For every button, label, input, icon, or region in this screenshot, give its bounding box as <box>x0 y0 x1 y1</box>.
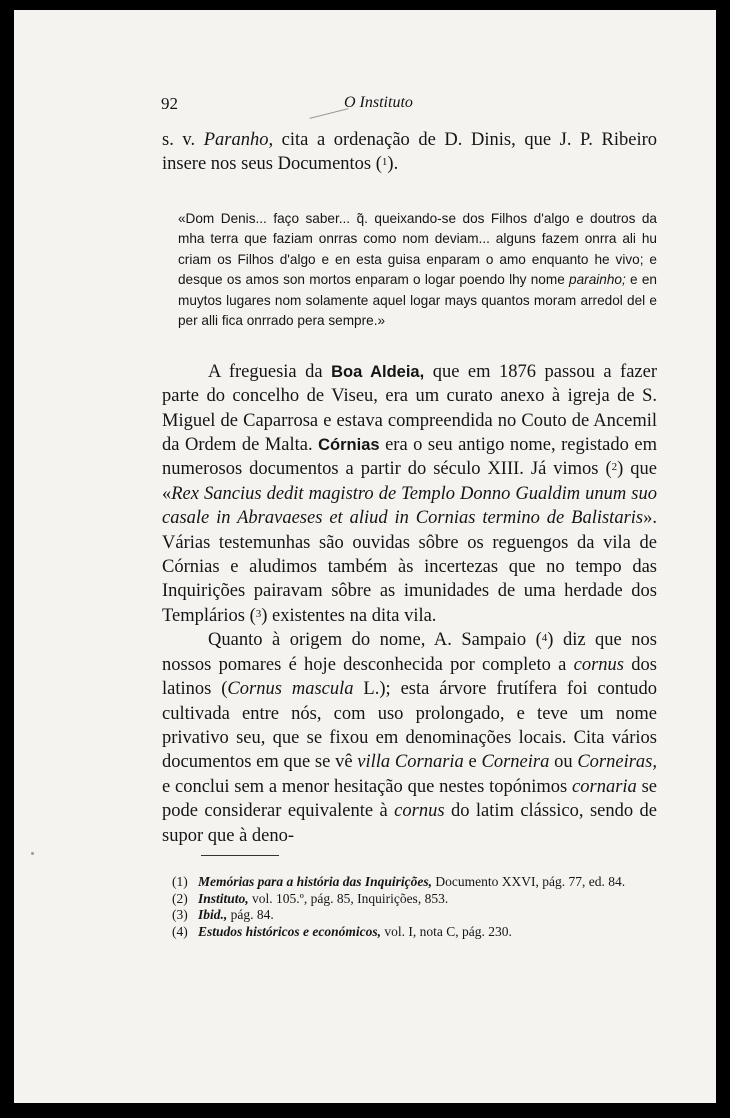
footnote-1 <box>172 874 652 891</box>
text-run-italic: cornus <box>573 654 625 675</box>
text-run: Quanto à origem do nome, A. Sampaio ( <box>208 630 542 651</box>
footnote-title: Instituto, <box>198 890 249 906</box>
footnote-number: (2) <box>172 890 188 906</box>
footnote-text: vol. 105.º, pág. 85, Inquirições, 853. <box>248 890 449 906</box>
text-run: «Dom Denis... faço saber... q̃. queixando-se dos Filhos d'algo e doutros da mha terra que faziam onrras como nom deviam... alguns fazem onrra ali hu criam os Filhos d'algo e en esta guisa enparam o amo enquanto he vivo; e desque os amos son mortos enparam o logar poendo lhy nome <box>178 210 657 288</box>
book-page <box>14 10 716 1103</box>
text-run: e conclui sem a menor hesitação que nestes topónimos <box>162 776 573 797</box>
text-run-italic: parainho; <box>569 272 626 288</box>
text-run: A freguesia da <box>208 361 332 382</box>
footnote-number: (3) <box>172 907 188 923</box>
text-run-bold: Córnias <box>318 436 380 455</box>
text-run: ». Várias testemunhas são ouvidas sôbre os reguengos da vila de Córnias e aludimos também às incertezas que no tempo das Inquirições pairavam sôbre as imunidades de uma herdade dos Templários ( <box>162 508 657 626</box>
text-run-italic: Corneiras, <box>577 752 657 773</box>
footnote-number: (4) <box>172 923 188 939</box>
footnote-4 <box>172 924 652 941</box>
footnote-ref: 4 <box>541 632 548 645</box>
footnote-2 <box>172 891 652 908</box>
text-run-italic: Rex Sancius dedit magistro de Templo Donno Gualdim unum suo casale in Abravaeses et aliud in Cornias termino de Balistaris <box>162 483 657 529</box>
text-run: e en muytos lugares nom solamente aquel logar mays quantos moram arredol del e per alli fica onrrado pera sempre.» <box>178 272 657 329</box>
page-number: 92 <box>161 94 178 113</box>
text-run-italic: Paranho, <box>203 130 274 150</box>
text-run: do latim clássico, sendo de supor que à deno- <box>162 801 657 846</box>
text-run: que em 1876 passou a fazer parte do concelho de Viseu, era um curato anexo à igreja de S. Miguel de Caparrosa e estava compreendida no Couto de Ancemil da Ordem de Malta. <box>162 361 657 456</box>
footnote-number: (1) <box>172 874 188 889</box>
text-run: ou <box>549 752 578 773</box>
text-run: ) existentes na dita vila. <box>261 605 437 626</box>
main-text <box>162 128 657 848</box>
footnote-text: pág. 84. <box>227 907 274 923</box>
page-header <box>14 94 716 124</box>
paragraph-2 <box>162 360 657 628</box>
text-run: ) diz que nos nossos pomares é hoje desconhecida por completo a <box>162 630 657 675</box>
text-run-italic: cornaria <box>572 776 637 797</box>
footnote-title: Estudos históricos e económicos, <box>198 923 382 939</box>
text-run: L.); esta árvore frutífera foi contudo cultivada entre nós, com uso prolongado, e teve um nome privativo seu, que se fixou em denominações locais. Cita vários documentos em que se vê <box>162 679 657 773</box>
footnote-ref: 2 <box>611 461 618 474</box>
quotation-block <box>178 209 657 332</box>
footnote-text: vol. I, nota C, pág. 230. <box>381 923 512 939</box>
text-run: s. v. <box>162 130 204 150</box>
speck <box>31 852 34 855</box>
footnotes <box>172 874 652 940</box>
text-run: era o seu antigo nome, registado em numerosos documentos a partir do século XIII. Já vimos ( <box>162 435 658 480</box>
text-run: ). <box>387 154 399 175</box>
text-run-bold: Boa Aldeia, <box>331 362 425 381</box>
footnote-3 <box>172 907 652 924</box>
running-title: O Instituto <box>344 94 413 111</box>
text-run-italic: villa Cornaria <box>357 752 464 773</box>
paragraph-3 <box>162 628 657 848</box>
footnote-title: Memórias para a história das Inquirições, <box>198 874 433 889</box>
text-run: dos latinos ( <box>162 654 657 700</box>
footnote-ref: 3 <box>255 607 262 620</box>
footnote-ref: 1 <box>381 156 388 169</box>
text-run-italic: Cornus mascula <box>227 679 354 700</box>
footnote-separator <box>201 855 279 856</box>
footnote-title: Ibid., <box>198 907 228 923</box>
text-run-italic: Corneira <box>481 752 550 773</box>
text-run: ) que « <box>162 459 657 504</box>
paragraph-1 <box>162 128 657 177</box>
text-run: se pode considerar equivalente à <box>162 776 657 822</box>
text-run-italic: cornus <box>394 801 445 822</box>
text-run: cita a ordenação de D. Dinis, que J. P. Ribeiro insere nos seus Documentos ( <box>162 130 657 175</box>
footnote-text: Documento XXVI, pág. 77, ed. 84. <box>432 874 626 889</box>
text-run: e <box>463 752 482 773</box>
